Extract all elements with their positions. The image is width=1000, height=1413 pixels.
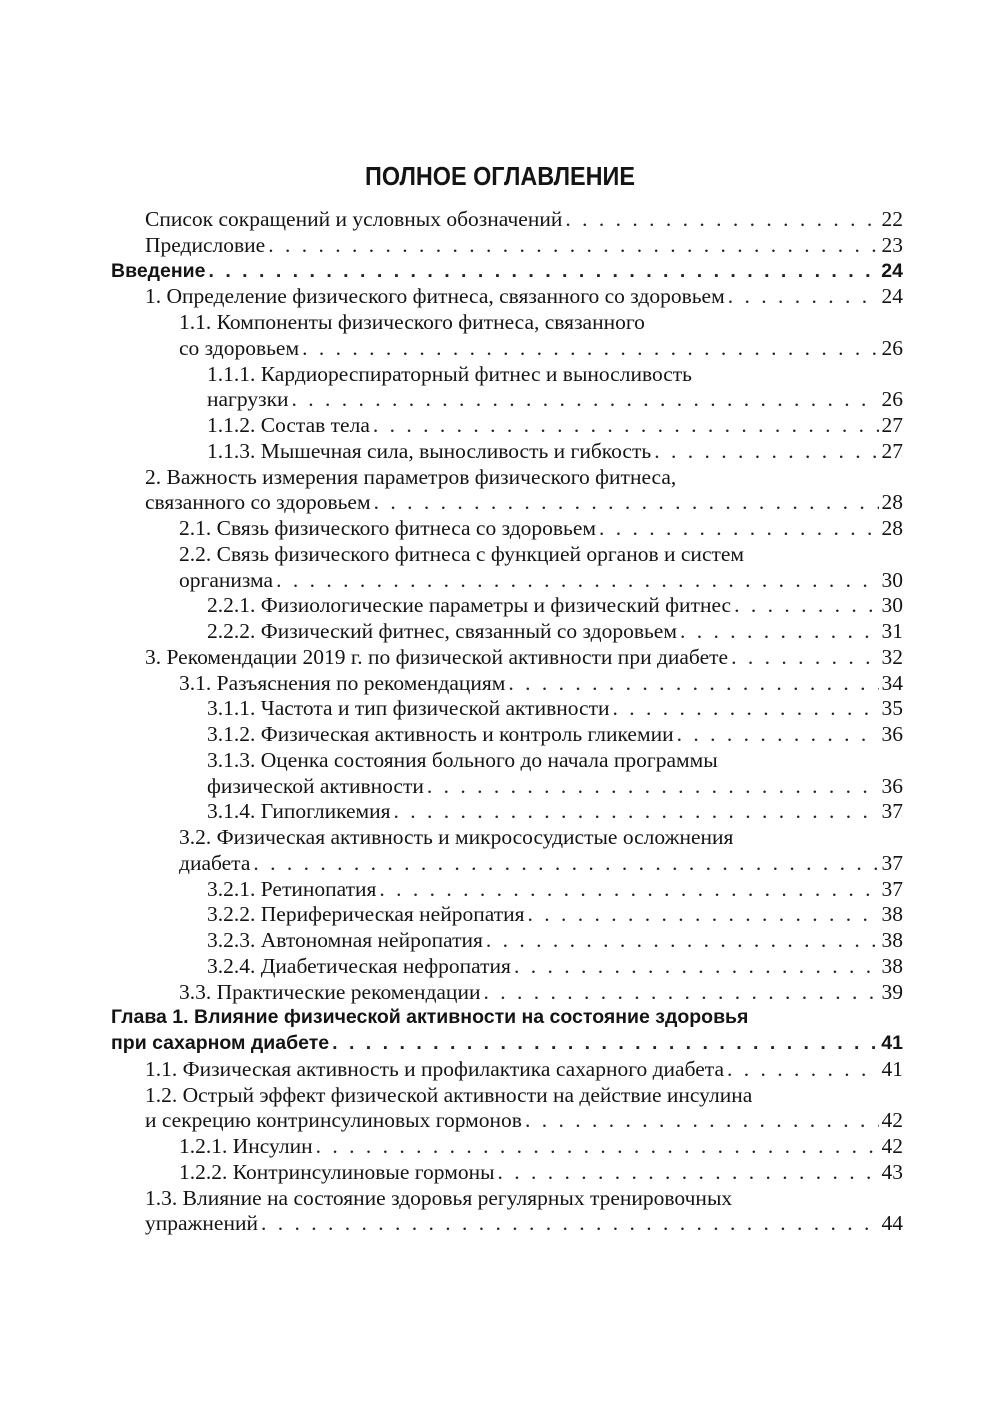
toc-entry-title: связанного со здоровьем: [145, 490, 371, 515]
toc-entry: [111, 284, 903, 310]
toc-entry-title: Список сокращений и условных обозначений: [145, 207, 563, 231]
toc-dot-leader: [612, 696, 878, 722]
toc-entry: [111, 387, 903, 413]
toc-entry-title: 1.2.2. Контринсулиновые гормоны: [179, 1159, 495, 1184]
toc-entry: [111, 722, 903, 748]
toc-entry: [111, 259, 903, 285]
toc-entry-title: 3.1.1. Частота и тип физической активности: [207, 696, 610, 721]
toc-dot-leader: [316, 1134, 879, 1160]
toc-dot-leader: [565, 207, 878, 233]
toc-page-number: 35: [881, 696, 903, 721]
toc-entry: [111, 1005, 903, 1031]
toc-entry-title: 1.1. Физическая активность и профилактика сахарного диабета: [145, 1056, 724, 1081]
toc-page-number: 30: [881, 567, 903, 592]
toc-entry: [111, 207, 903, 233]
toc-entry-title: нагрузки: [207, 387, 289, 412]
toc-entry-title: со здоровьем: [179, 335, 300, 360]
toc-entry: [111, 980, 903, 1006]
toc-dot-leader: [508, 671, 878, 697]
toc-page-number: 30: [881, 593, 903, 618]
toc-entry: [111, 542, 903, 568]
toc-page-number: 39: [881, 979, 903, 1004]
toc-entry: [111, 1031, 903, 1057]
toc-dot-leader: [253, 851, 878, 877]
toc-page-number: 41: [881, 1056, 903, 1081]
toc-entry: [111, 362, 903, 388]
toc-entry-title: 1.1.2. Состав тела: [207, 413, 370, 437]
toc-page-number: 38: [881, 902, 903, 927]
toc-dot-leader: [276, 568, 878, 594]
toc-page-number: 42: [881, 1134, 903, 1158]
toc-page-number: 34: [881, 670, 903, 695]
toc-dot-leader: [486, 928, 879, 954]
toc-dot-leader: [514, 954, 879, 980]
toc-entry-title: 3.1.2. Физическая активность и контроль гликемии: [207, 722, 674, 746]
toc-page-number: 42: [881, 1108, 903, 1133]
toc-entry: [111, 1057, 903, 1083]
toc-entry-title: 3.2.4. Диабетическая нефропатия: [207, 953, 511, 978]
toc-page-number: 36: [881, 722, 903, 746]
toc-entry-title: 3.1.3. Оценка состояния больного до начала программы: [207, 747, 718, 772]
toc-entry-title: 3.1. Разъяснения по рекомендациям: [179, 670, 506, 695]
toc-entry-title: диабета: [179, 850, 251, 875]
toc-dot-leader: [727, 1057, 879, 1083]
toc-entry-title: и секрецию контринсулиновых гормонов: [145, 1108, 522, 1133]
toc-entry-title: 1.1.3. Мышечная сила, выносливость и гибкость: [207, 438, 652, 463]
toc-entry: [111, 799, 903, 825]
toc-page-number: 26: [881, 387, 903, 412]
toc-entry-title: 3.2.3. Автономная нейропатия: [207, 928, 483, 952]
toc-page-number: 24: [881, 259, 903, 282]
toc-entry: [111, 490, 903, 516]
toc-entry: [111, 877, 903, 903]
toc-entry-title: 1.1.1. Кардиореспираторный фитнес и выносливость: [207, 361, 692, 386]
toc-dot-leader: [302, 336, 878, 362]
toc-entry-title: 1.2.1. Инсулин: [179, 1134, 313, 1158]
toc-entry: [111, 619, 903, 645]
toc-entry-title: 3.1.4. Гипогликемия: [207, 799, 391, 824]
toc-entry-title: 1.1. Компоненты физического фитнеса, связанного: [179, 310, 645, 334]
toc-page-number: 27: [881, 438, 903, 463]
toc-dot-leader: [677, 722, 879, 748]
toc-page-number: 31: [881, 619, 903, 643]
toc-entry: [111, 1211, 903, 1237]
toc-dot-leader: [332, 1031, 878, 1057]
toc-page-number: 36: [881, 773, 903, 798]
toc-page-number: 44: [881, 1211, 903, 1236]
toc-entry: [111, 671, 903, 697]
toc-entry: [111, 825, 903, 851]
toc-entry: [111, 1083, 903, 1109]
toc-entry: [111, 902, 903, 928]
toc-entry-title: Глава 1. Влияние физической активности на состояние здоровья: [111, 1006, 749, 1029]
toc-entry-title: 2. Важность измерения параметров физического фитнеса,: [145, 464, 677, 489]
toc-entry-title: 3.2.1. Ретинопатия: [207, 876, 377, 901]
toc-entry: [111, 568, 903, 594]
toc-page-number: 37: [881, 876, 903, 901]
toc-page-number: 38: [881, 953, 903, 978]
toc-entry-title: 3. Рекомендации 2019 г. по физической активности при диабете: [145, 644, 729, 669]
toc-page-number: 38: [881, 928, 903, 952]
toc-dot-leader: [734, 593, 878, 619]
toc-entry: [111, 413, 903, 439]
toc-page-number: 37: [881, 850, 903, 875]
toc-entry-title: 1.3. Влияние на состояние здоровья регулярных тренировочных: [145, 1185, 733, 1210]
toc-entry-title: 3.2.2. Периферическая нейропатия: [207, 902, 525, 927]
toc-entry-title: 2.1. Связь физического фитнеса со здоровьем: [179, 516, 596, 540]
toc-entry: [111, 1186, 903, 1212]
toc-entry: [111, 465, 903, 491]
toc-entry: [111, 954, 903, 980]
toc-dot-leader: [525, 1108, 879, 1134]
toc-dot-leader: [374, 490, 879, 516]
toc-entry-title: 1. Определение физического фитнеса, связанного со здоровьем: [145, 284, 725, 309]
toc-entry: [111, 1134, 903, 1160]
toc-dot-leader: [654, 439, 878, 465]
toc-entry: [111, 748, 903, 774]
toc-entry-title: упражнений: [145, 1211, 258, 1236]
toc-page-number: 23: [881, 232, 903, 257]
toc-dot-leader: [379, 877, 878, 903]
toc-dot-leader: [268, 233, 878, 259]
toc-dot-leader: [394, 799, 879, 825]
toc-entry: [111, 310, 903, 336]
toc-page-number: 28: [881, 490, 903, 515]
toc-entry: [111, 1108, 903, 1134]
toc-dot-leader: [498, 1160, 879, 1186]
table-of-contents: [111, 207, 903, 1237]
toc-dot-leader: [373, 413, 879, 439]
toc-entry-title: 2.2.2. Физический фитнес, связанный со здоровьем: [207, 619, 677, 643]
toc-entry: [111, 593, 903, 619]
toc-entry-title: Предисловие: [145, 232, 266, 257]
toc-entry: [111, 851, 903, 877]
toc-entry-title: 2.2.1. Физиологические параметры и физический фитнес: [207, 593, 732, 618]
toc-dot-leader: [209, 259, 879, 285]
toc-entry: [111, 439, 903, 465]
toc-dot-leader: [680, 619, 879, 645]
toc-entry: [111, 233, 903, 259]
toc-page-number: 28: [881, 516, 903, 540]
toc-entry: [111, 774, 903, 800]
toc-entry-title: 1.2. Острый эффект физической активности на действие инсулина: [145, 1082, 753, 1107]
toc-entry: [111, 696, 903, 722]
toc-entry-title: организма: [179, 567, 274, 592]
toc-dot-leader: [528, 902, 879, 928]
toc-page-number: 26: [881, 335, 903, 360]
toc-entry: [111, 928, 903, 954]
toc-entry: [111, 336, 903, 362]
toc-dot-leader: [728, 284, 879, 310]
toc-page-number: 27: [881, 413, 903, 437]
toc-dot-leader: [599, 516, 879, 542]
toc-dot-leader: [261, 1211, 879, 1237]
toc-dot-leader: [731, 645, 878, 671]
toc-page-number: 43: [881, 1159, 903, 1184]
toc-entry-title: при сахарном диабете: [111, 1032, 330, 1054]
toc-page-number: 32: [881, 644, 903, 669]
toc-page-number: 24: [881, 284, 903, 309]
toc-entry-title: Введение: [111, 259, 206, 282]
toc-page-number: 22: [881, 207, 903, 231]
toc-entry-title: 2.2. Связь физического фитнеса с функцией органов и систем: [179, 541, 745, 566]
toc-dot-leader: [427, 774, 879, 800]
toc-dot-leader: [483, 980, 878, 1006]
page-title: ПОЛНОЕ ОГЛАВЛЕНИЕ: [365, 161, 635, 191]
toc-entry: [111, 1160, 903, 1186]
toc-page-number: 41: [881, 1032, 903, 1054]
toc-entry-title: физической активности: [207, 773, 424, 798]
toc-entry-title: 3.2. Физическая активность и микрососудистые осложнения: [179, 825, 734, 849]
toc-dot-leader: [292, 387, 879, 413]
toc-page-number: 37: [881, 799, 903, 824]
toc-entry: [111, 645, 903, 671]
toc-entry-title: 3.3. Практические рекомендации: [179, 979, 481, 1004]
toc-entry: [111, 516, 903, 542]
